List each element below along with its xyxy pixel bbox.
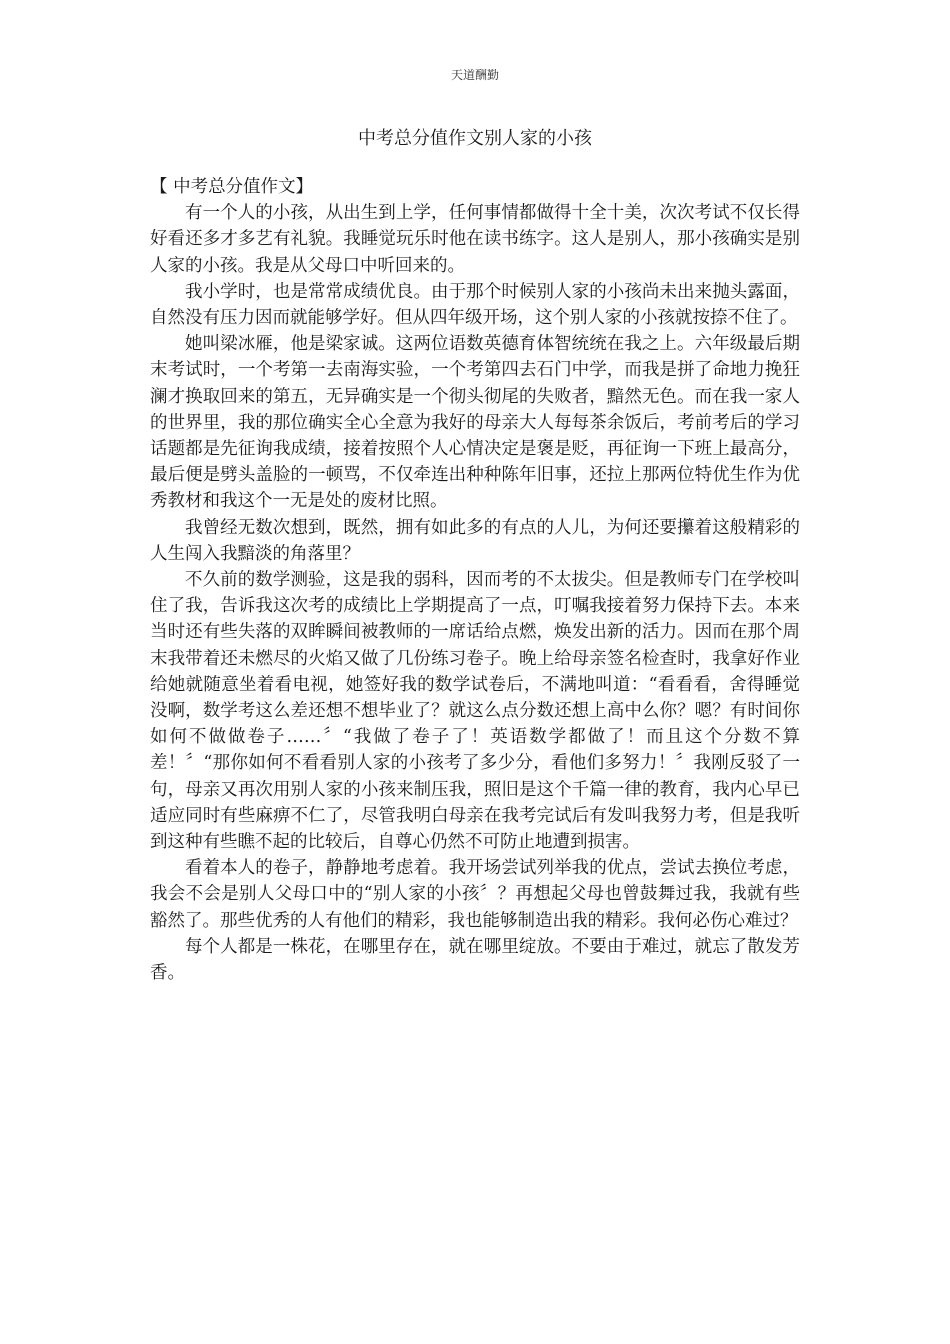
paragraph-1: 有一个人的小孩，从出生到上学，任何事情都做得十全十美，次次考试不仅长得好看还多才多艺有礼貌。我睡觉玩乐时他在读书练字。这人是别人，那小孩确实是别人家的小孩。我是从父母口中听回来的。 xyxy=(150,203,800,276)
document-body xyxy=(150,174,800,986)
page-header: 天道酬勤 xyxy=(450,68,499,82)
paragraph-4: 我曾经无数次想到，既然，拥有如此多的有点的人儿，为何还要攥着这般精彩的人生闯入我黯淡的角落里？ xyxy=(150,517,800,564)
document-title: 中考总分值作文别人家的小孩 xyxy=(358,128,592,149)
paragraph-6: 看着本人的卷子，静静地考虑着。我开场尝试列举我的优点，尝试去换位考虑，我会不会是别人父母口中的“别人家的小孩〞？再想起父母也曾鼓舞过我，我就有些豁然了。那些优秀的人有他们的精彩，我也能够制造出我的精彩。我何必伤心难过？ xyxy=(150,858,800,931)
paragraph-5: 不久前的数学测验，这是我的弱科，因而考的不太拔尖。但是教师专门在学校叫住了我，告诉我这次考的成绩比上学期提高了一点，叮嘱我接着努力保持下去。本来当时还有些失落的双眸瞬间被教师的一席话给点燃，焕发出新的活力。因而在那个周末我带着还未燃尽的火焰又做了几份练习卷子。晚上给母亲签名检查时，我拿好作业给她就随意坐着看电视，她签好我的数学试卷后，不满地叫道：“看看看，舍得睡觉没啊，数学考这么差还想不想毕业了？就这么点分数还想上高中么你？嗯？有时间你如何不做做卷子……〞“我做了卷子了！英语数学都做了！而且这个分数不算差！〞“那你如何不看看别人家的小孩考了多少分，看他们多努力！〞我刚反驳了一句，母亲又再次用别人家的小孩来制压我，照旧是这个千篇一律的教育，我内心早已适应同时有些麻痹不仁了，尽管我明白母亲在我考完试后有发叫我努力考，但是我听到这种有些瞧不起的比较后，自尊心仍然不可防止地遭到损害。 xyxy=(150,570,800,853)
paragraph-3: 她叫梁冰雁，他是梁家诚。这两位语数英德育体智统统在我之上。六年级最后期末考试时，一个考第一去南海实验，一个考第四去石门中学，而我是拼了命地力挽狂澜才换取回来的第五，无异确实是一个彻头彻尾的失败者，黯然无色。而在我一家人的世界里，我的那位确实全心全意为我好的母亲大人每每茶余饭后，考前考后的学习话题都是先征询我成绩，接着按照个人心情决定是褒是贬，再征询一下班上最高分，最后便是劈头盖脸的一顿骂，不仅牵连出种种陈年旧事，还拉上那两位特优生作为优秀教材和我这个一无是处的废材比照。 xyxy=(150,334,800,512)
paragraph-7: 每个人都是一株花，在哪里存在，就在哪里绽放。不要由于难过，就忘了散发芳香。 xyxy=(150,936,800,984)
section-label: 【 中考总分值作文】 xyxy=(150,177,314,197)
paragraph-2: 我小学时，也是常常成绩优良。由于那个时候别人家的小孩尚未出来抛头露面，自然没有压力因而就能够学好。但从四年级开场，这个别人家的小孩就按捺不住了。 xyxy=(150,281,800,329)
